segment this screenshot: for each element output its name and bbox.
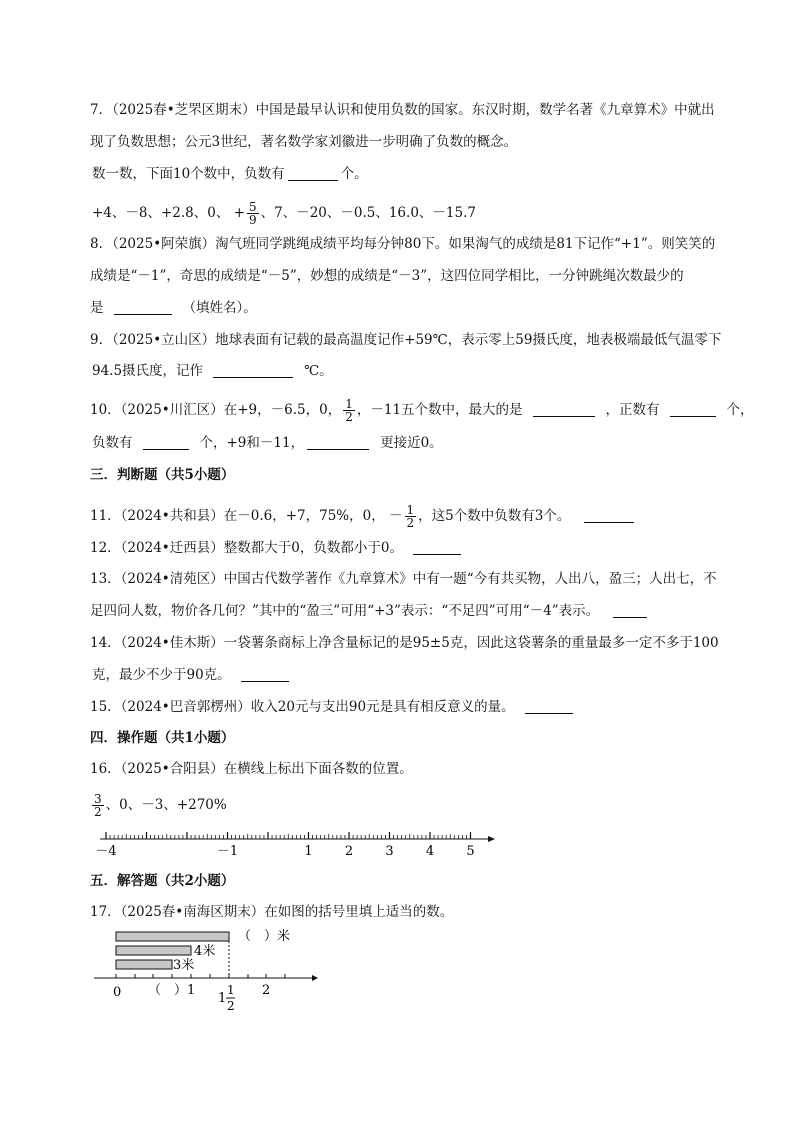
bar-top	[116, 932, 229, 941]
q7-number-list	[92, 201, 476, 226]
q13-line2: 足四问人数，物价各几何？”其中的“盈三”可用“+3”表示：“不足四”可用“－4”表示。	[90, 602, 650, 620]
q7-line1: 7．（2025春•芝罘区期末）中国是最早认识和使用负数的国家。东汉时期，数学名著《九章算术》中就出	[90, 102, 715, 118]
number-line-label: 4	[425, 844, 435, 859]
q9-answer-blank[interactable]	[213, 363, 293, 378]
q10-negative-blank[interactable]	[143, 435, 189, 450]
q13-answer-blank[interactable]	[613, 603, 647, 618]
q8-line3: 是 （填姓名）。	[90, 300, 257, 316]
q17-axis-0: 0	[113, 985, 122, 1000]
section-5-heading: 五．解答题（共2小题）	[90, 873, 235, 889]
q16-line1: 16．（2025•合阳县）在横线上标出下面各数的位置。	[90, 761, 413, 777]
q10-line2: 负数有 个，+9和－11， 更接近0。	[92, 435, 443, 451]
q7-list-a: +4、－8、+2.8、0、 +	[92, 205, 245, 221]
q9-line2: 94.5摄氏度，记作 ℃。	[92, 363, 333, 379]
q10-line1: 10．（2025•川汇区）在+9，－6.5，0， $\frac{1}{2}$ ，－11五个数中，最大的是 ，正数有 个，	[90, 397, 754, 424]
q10-max-blank[interactable]	[533, 402, 595, 417]
q10-fraction: $\frac{1}{2}$	[345, 397, 353, 424]
q15-answer-blank[interactable]	[525, 699, 573, 714]
q7-line3	[92, 165, 368, 183]
q11-fraction: $\frac{1}{2}$	[406, 503, 415, 530]
q8-answer-blank[interactable]	[114, 300, 172, 315]
number-line-q16[interactable]	[0, 822, 794, 902]
q17-line1: 17．（2025春•南海区期末）在如图的括号里填上适当的数。	[90, 904, 454, 920]
q11-answer-blank[interactable]	[584, 508, 634, 523]
bar-bottom	[116, 960, 172, 969]
q14-line1: 14．（2024•佳木斯）一袋薯条商标上净含量标记的是95±5克，因此这袋薯条的重量最多一定不多于100	[90, 635, 719, 651]
q8-line2: 成绩是“－1”，奇思的成绩是“－5”，妙想的成绩是“－3”，这四位同学相比，一分钟跳绳次数最少的	[90, 268, 684, 284]
q17-axis-mixed-num: 1	[227, 983, 235, 997]
q17-axis-arrow	[312, 975, 318, 981]
number-line-label: 2	[344, 844, 354, 859]
q7-fraction: $\frac{5}{9}$	[248, 200, 257, 227]
q7-answer-blank[interactable]	[288, 166, 338, 181]
number-line-arrow	[488, 836, 495, 842]
q17-axis-mixed-den: 2	[227, 999, 235, 1013]
q12-answer-blank[interactable]	[413, 540, 461, 555]
q17-axis-1: 1	[187, 983, 196, 998]
section-3-heading: 三．判断题（共5小题）	[90, 467, 235, 483]
bar-middle-label: 4米	[194, 944, 216, 959]
q17-axis-2: 2	[262, 983, 271, 998]
q7-text-b: 个。	[340, 166, 368, 182]
q9-line1: 9．（2025•立山区）地球表面有记载的最高温度记作+59℃，表示零上59摄氏度，地表极端最低气温零下	[90, 332, 722, 348]
q12: 12．（2024•迁西县）整数都大于0，负数都小于0。	[90, 539, 464, 557]
q7-line2: 现了负数思想；公元3世纪，著名数学家刘徽进一步明确了负数的概念。	[90, 134, 518, 150]
number-line-label: 1	[304, 844, 313, 859]
q17-axis-mixed-whole: 1	[218, 991, 227, 1006]
q10-positive-blank[interactable]	[670, 402, 716, 417]
bar-top-label: （ ）米	[238, 929, 291, 944]
q10-closer-blank[interactable]	[307, 435, 369, 450]
q16-number-list: $\frac{3}{2}$ 、0、－3、+270%	[94, 792, 227, 819]
q15: 15．（2024•巴音郭楞州）收入20元与支出90元是具有相反意义的量。	[90, 698, 576, 716]
q7-list-b: 、7、－20、－0.5、16.0、－15.7	[260, 205, 476, 221]
q16-fraction: $\frac{3}{2}$	[94, 792, 102, 819]
q13-line1: 13．（2024•清苑区）中国古代数学著作《九章算术》中有一题“今有共买物，人出八，盈三；人出七，不	[90, 571, 717, 587]
number-line-label: －4	[95, 844, 117, 859]
q8-line1: 8．（2025•阿荣旗）淘气班同学跳绳成绩平均每分钟80下。如果淘气的成绩是81下记作“+1”。则笑笑的	[90, 236, 716, 252]
q14-line2: 克，最少不少于90克。	[92, 666, 292, 684]
q11: 11．（2024•共和县）在－0.6，+7，75%，0， － $\frac{1}{2}$ ，这5个数中负数有3个。	[90, 504, 637, 529]
bar-middle	[116, 946, 191, 955]
bar-bottom-label: 3米	[173, 958, 195, 973]
q14-answer-blank[interactable]	[241, 667, 289, 682]
section-4-heading: 四．操作题（共1小题）	[90, 730, 235, 746]
q7-text-a: 数一数，下面10个数中，负数有	[92, 166, 285, 182]
bar-diagram-q17	[0, 922, 794, 1022]
q17-axis-paren: （ ）	[148, 983, 188, 998]
number-line-label: －1	[216, 844, 239, 859]
number-line-label: 5	[466, 844, 475, 859]
number-line-label: 3	[385, 844, 394, 859]
